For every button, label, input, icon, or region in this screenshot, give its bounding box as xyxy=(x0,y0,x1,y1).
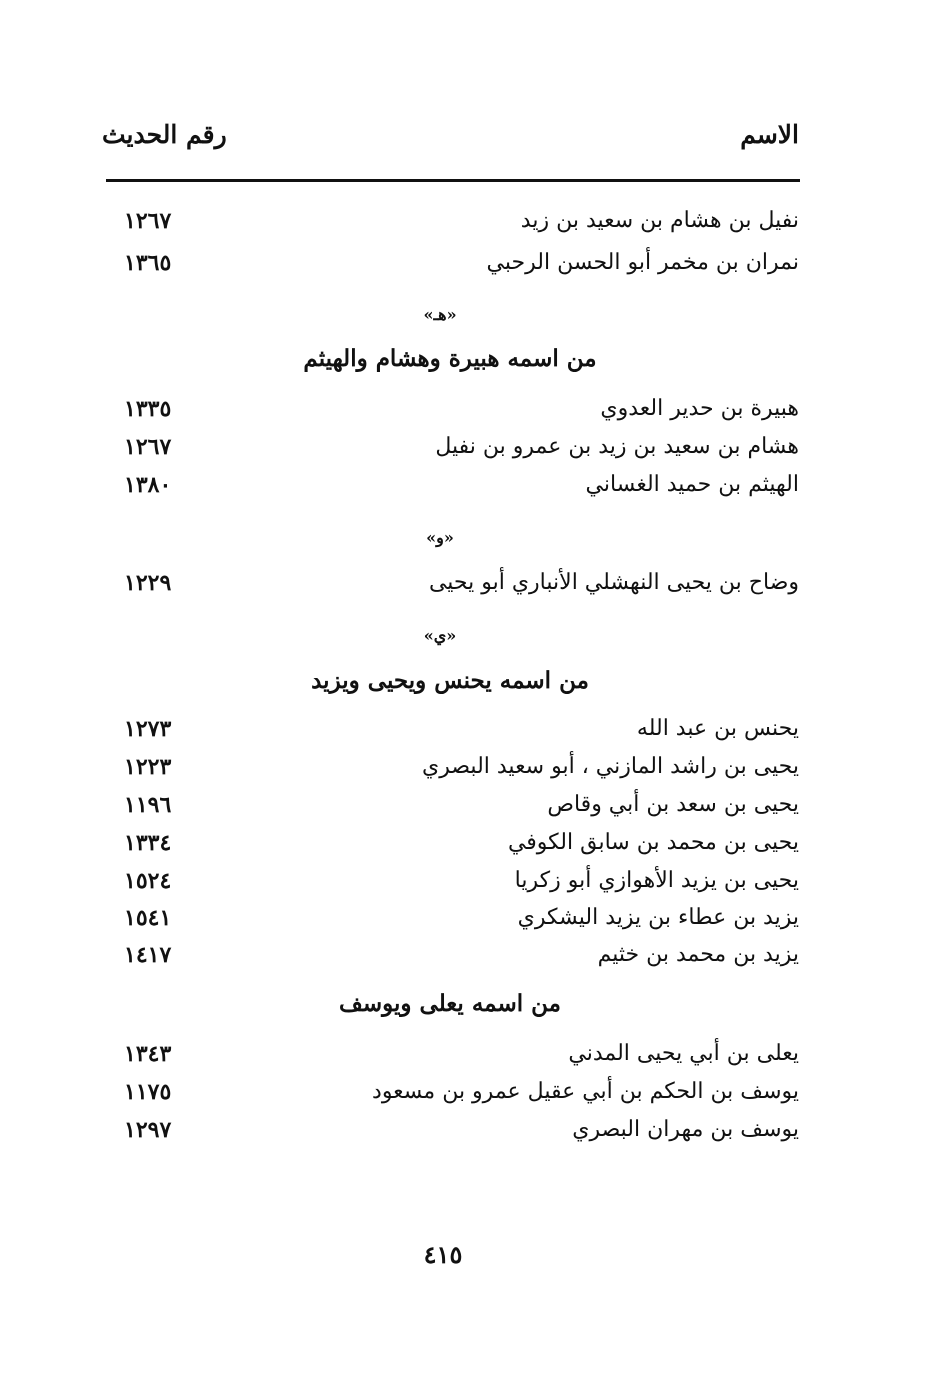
narrator-name: نمران بن مخمر أبو الحسن الرحبي xyxy=(486,250,799,275)
hadith-number: ١٢٧٣ xyxy=(124,716,172,742)
index-entry xyxy=(110,250,799,286)
narrator-name: يحيى بن راشد المازني ، أبو سعيد البصري xyxy=(422,754,799,779)
index-entry xyxy=(110,208,799,244)
page-number: ٤١٥ xyxy=(423,1240,463,1269)
narrator-name: هشام بن سعيد بن زيد بن عمرو بن نفيل xyxy=(435,434,799,459)
letter-heading-ha: «هـ» xyxy=(423,305,457,324)
narrator-name: هبيرة بن حدير العدوي xyxy=(600,396,799,421)
hadith-number: ١٣٨٠ xyxy=(124,472,172,498)
narrator-name: يزيد بن عطاء بن يزيد اليشكري xyxy=(517,905,799,930)
index-entry xyxy=(110,830,799,866)
narrator-name: يحيى بن محمد بن سابق الكوفي xyxy=(507,830,799,855)
index-entry xyxy=(110,472,799,508)
index-entry xyxy=(110,1079,799,1115)
letter-heading-ya: «ي» xyxy=(423,626,457,645)
index-entry xyxy=(110,754,799,790)
index-entry xyxy=(110,434,799,470)
hadith-number: ١١٧٥ xyxy=(124,1079,172,1105)
index-entry xyxy=(110,792,799,828)
narrator-name: يحنس بن عبد الله xyxy=(636,716,799,741)
index-entry xyxy=(110,716,799,752)
index-entry xyxy=(110,396,799,432)
index-entry xyxy=(110,905,799,941)
hadith-number: ١٢٦٧ xyxy=(124,434,172,460)
hadith-number: ١٢٩٧ xyxy=(124,1117,172,1143)
narrator-name: يزيد بن محمد بن خثيم xyxy=(597,942,799,967)
hadith-number: ١٣٦٥ xyxy=(124,250,172,276)
hadith-number: ١٣٣٤ xyxy=(124,830,172,856)
section-heading-ya-1: من اسمه يحنس ويحيى ويزيد xyxy=(311,667,589,694)
hadith-number: ١٤١٧ xyxy=(124,942,172,968)
hadith-number: ١٣٣٥ xyxy=(124,396,172,422)
index-entry xyxy=(110,570,799,606)
header-rule xyxy=(106,179,800,182)
narrator-name: الهيثم بن حميد الغساني xyxy=(585,472,799,497)
column-header-hadith-number: رقم الحديث xyxy=(102,120,227,149)
narrator-name: نفيل بن هشام بن سعيد بن زيد xyxy=(520,208,799,233)
column-header-name: الاسم xyxy=(740,120,799,149)
hadith-number: ١٥٢٤ xyxy=(124,868,172,894)
index-entry xyxy=(110,942,799,978)
section-heading-ha: من اسمه هبيرة وهشام والهيثم xyxy=(303,345,597,372)
narrator-name: وضاح بن يحيى النهشلي الأنباري أبو يحيى xyxy=(428,570,799,595)
hadith-number: ١١٩٦ xyxy=(124,792,172,818)
section-heading-ya-2: من اسمه يعلى ويوسف xyxy=(339,990,561,1017)
letter-heading-waw: «و» xyxy=(426,528,454,547)
narrator-name: يعلى بن أبي يحيى المدني xyxy=(568,1041,799,1066)
narrator-name: يحيى بن يزيد الأهوازي أبو زكريا xyxy=(514,868,799,893)
narrator-name: يوسف بن مهران البصري xyxy=(572,1117,799,1142)
hadith-number: ١٢٢٩ xyxy=(124,570,172,596)
index-entry xyxy=(110,1117,799,1153)
hadith-number: ١٢٢٣ xyxy=(124,754,172,780)
index-entry xyxy=(110,868,799,904)
hadith-number: ١٥٤١ xyxy=(124,905,172,931)
narrator-name: يحيى بن سعد بن أبي وقاص xyxy=(547,792,799,817)
hadith-number: ١٣٤٣ xyxy=(124,1041,172,1067)
hadith-number: ١٢٦٧ xyxy=(124,208,172,234)
index-entry xyxy=(110,1041,799,1077)
narrator-name: يوسف بن الحكم بن أبي عقيل عمرو بن مسعود xyxy=(372,1079,799,1104)
